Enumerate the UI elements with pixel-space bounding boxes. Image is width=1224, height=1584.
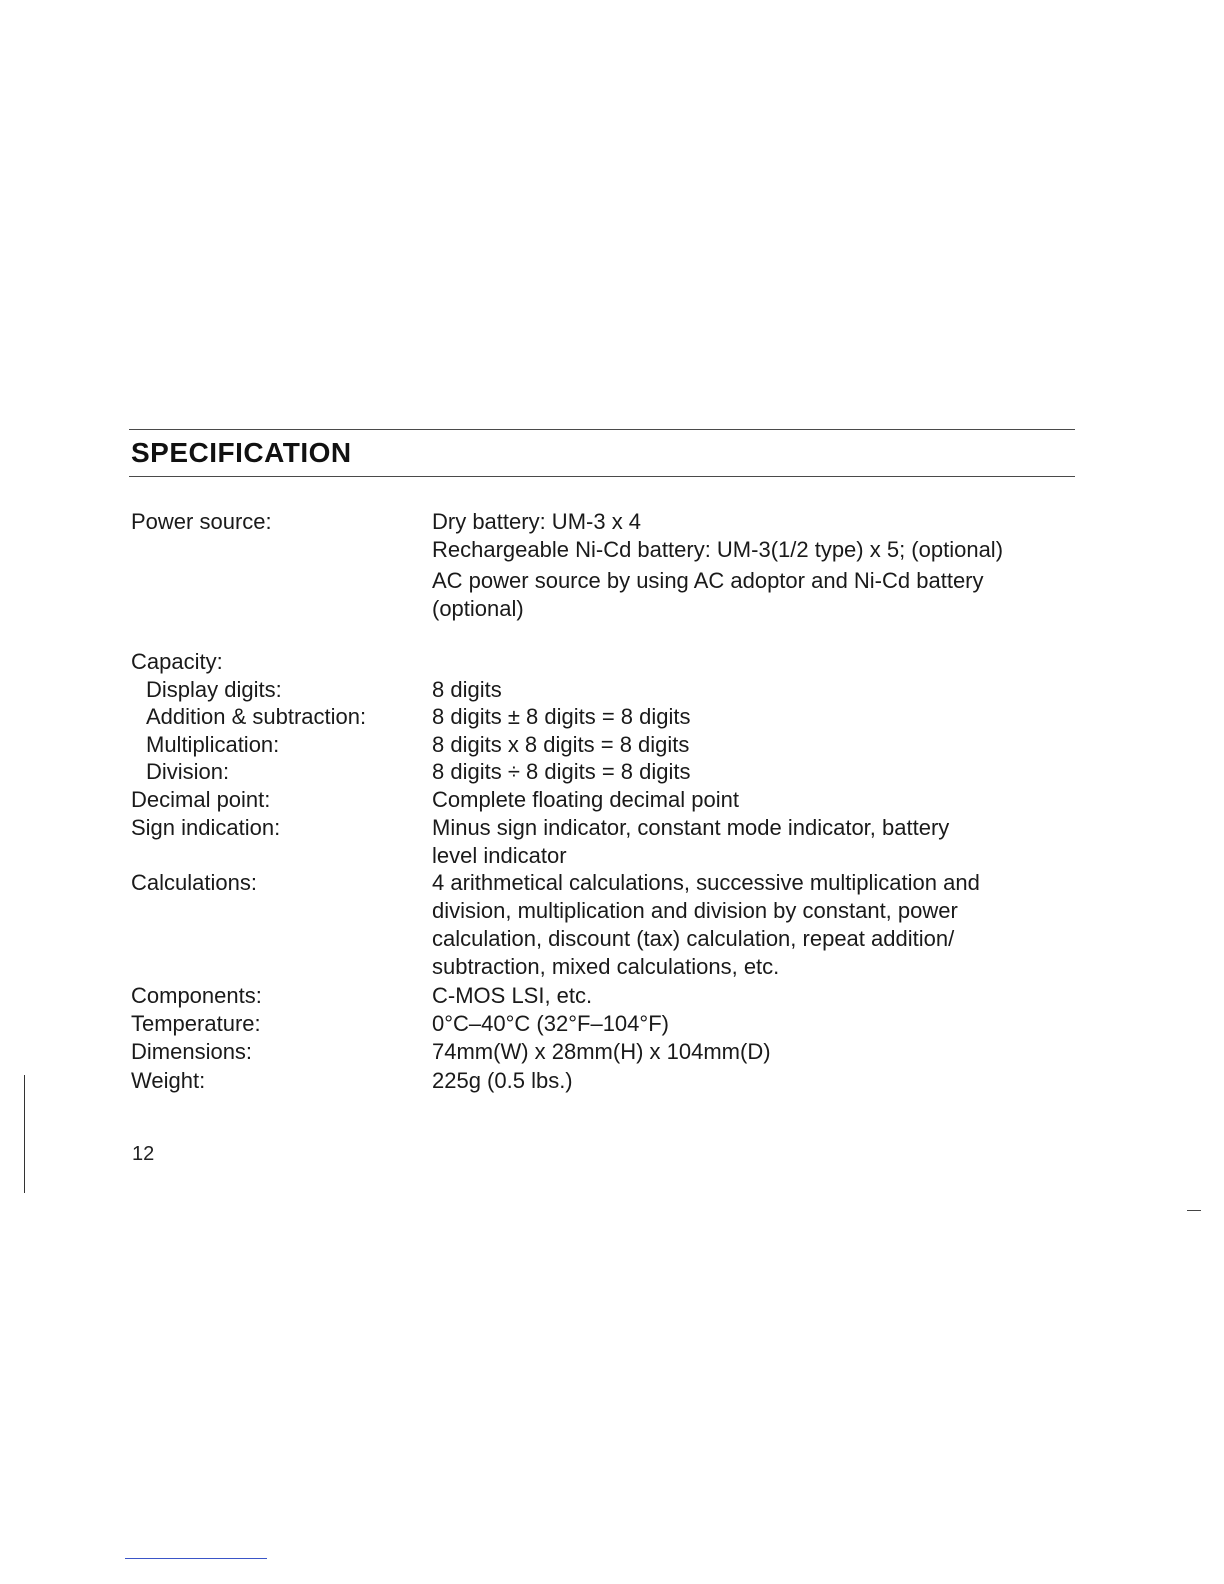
temperature-label: Temperature: [131, 1011, 261, 1036]
sign-indication-value-line: level indicator [432, 843, 567, 868]
weight-label: Weight: [131, 1068, 206, 1093]
sign-indication-value-line: Minus sign indicator, constant mode indicator, battery [432, 815, 950, 840]
page-number: 12 [132, 1143, 155, 1165]
decimal-point-value: Complete floating decimal point [432, 787, 739, 812]
multiplication-label: Multiplication: [146, 732, 280, 757]
heading-top-rule [129, 429, 1075, 430]
calculations-value-line: subtraction, mixed calculations, etc. [432, 954, 780, 979]
components-label: Components: [131, 983, 262, 1008]
calculations-label: Calculations: [131, 870, 257, 895]
division-label: Division: [146, 759, 230, 784]
decimal-point-label: Decimal point: [131, 787, 271, 812]
division-value: 8 digits ÷ 8 digits = 8 digits [432, 759, 691, 784]
calculations-value-line: division, multiplication and division by constant, power [432, 898, 958, 923]
display-digits-label: Display digits: [146, 677, 282, 702]
multiplication-value: 8 digits x 8 digits = 8 digits [432, 732, 690, 757]
heading-bottom-rule [129, 476, 1075, 477]
scan-margin-mark [24, 1075, 25, 1193]
dimensions-value: 74mm(W) x 28mm(H) x 104mm(D) [432, 1039, 771, 1064]
temperature-value: 0°C–40°C (32°F–104°F) [432, 1011, 669, 1036]
calculations-value-line: 4 arithmetical calculations, successive multiplication and [432, 870, 980, 895]
components-value: C-MOS LSI, etc. [432, 983, 593, 1008]
sign-indication-label: Sign indication: [131, 815, 281, 840]
power-source-value-line: Rechargeable Ni-Cd battery: UM-3(1/2 type) x 5; (optional) [432, 537, 1004, 562]
dimensions-label: Dimensions: [131, 1039, 253, 1064]
bottom-underline [125, 1558, 267, 1559]
power-source-value-line: AC power source by using AC adoptor and Ni-Cd battery [432, 568, 984, 593]
calculations-value-line: calculation, discount (tax) calculation, repeat addition/ [432, 926, 955, 951]
capacity-label: Capacity: [131, 649, 223, 674]
power-source-value-line: (optional) [432, 596, 524, 621]
addition-subtraction-value: 8 digits ± 8 digits = 8 digits [432, 704, 691, 729]
scan-edge-mark [1187, 1210, 1201, 1211]
power-source-value-line: Dry battery: UM-3 x 4 [432, 509, 642, 534]
page-title: SPECIFICATION [131, 437, 352, 468]
weight-value: 225g (0.5 lbs.) [432, 1068, 573, 1093]
power-source-label: Power source: [131, 509, 272, 534]
display-digits-value: 8 digits [432, 677, 502, 702]
addition-subtraction-label: Addition & subtraction: [146, 704, 367, 729]
